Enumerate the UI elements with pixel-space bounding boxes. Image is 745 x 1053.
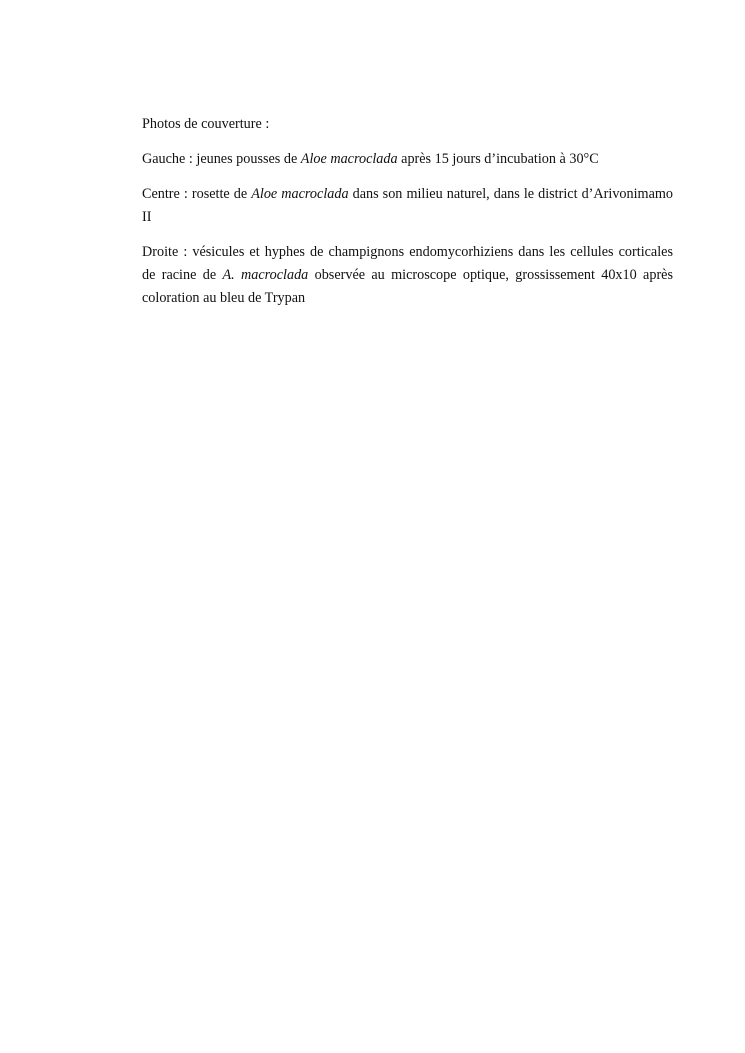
caption-center: [142, 183, 673, 229]
caption-center-species: Aloe macroclada: [251, 186, 349, 202]
caption-left-label: Gauche :: [142, 151, 197, 167]
caption-right-text-end: observée au microscope optique, grossissement 40x10 après coloration au bleu de Trypan: [142, 267, 673, 306]
caption-right-text: vésicules et hyphes de champignons endomycorhiziens dans les cellules corticales de racine de: [142, 244, 673, 283]
caption-center-text-end: dans son milieu naturel, dans le district d’Arivonimamo II: [142, 186, 674, 225]
caption-center-label: Centre :: [142, 186, 192, 202]
caption-left: [142, 148, 673, 171]
caption-left-text-end: après 15 jours d’incubation à 30°C: [397, 151, 599, 167]
caption-left-text: jeunes pousses de: [196, 151, 301, 167]
cover-photos-caption: [142, 113, 673, 322]
caption-center-text: rosette de: [191, 186, 252, 202]
caption-heading: Photos de couverture :: [142, 116, 270, 132]
caption-right: [142, 241, 673, 310]
caption-right-species: A. macroclada: [222, 267, 309, 283]
caption-left-species: Aloe macroclada: [300, 151, 398, 167]
caption-right-label: Droite :: [142, 244, 193, 260]
